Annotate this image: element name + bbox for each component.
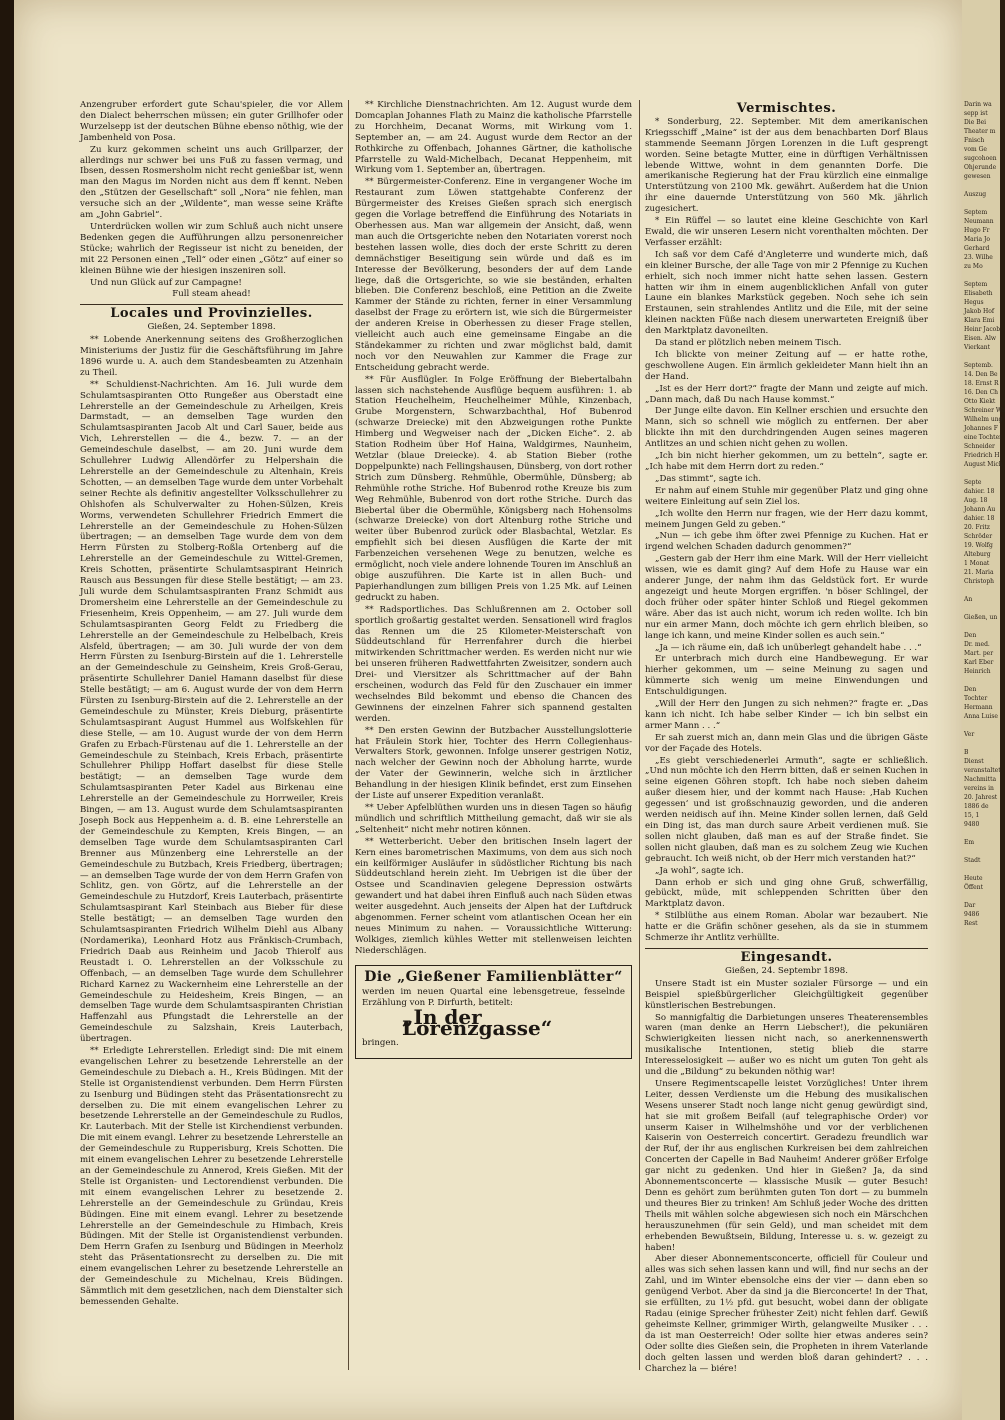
column-rule <box>639 100 640 1370</box>
story-paragraph: „Nun — ich gebe ihm öfter zwei Pfennige zu Kuchen. Hat er irgend welchen Schaden dadurch genommen?“ <box>645 531 928 553</box>
paragraph: Und nun Glück auf zur Campagne! <box>90 277 242 288</box>
edge-fragment: Schröder <box>964 533 993 540</box>
edge-fragment: zu Mo <box>964 263 983 270</box>
edge-fragment: Heinr Jacob <box>964 326 1001 333</box>
edge-fragment: dahier. 18 <box>964 515 995 522</box>
letter-paragraph: Unsere Regimentscapelle leistet Vorzügliches! Unter ihrem Leiter, dessen Verdienste um die Hebung des musikalischen Wesens unserer Stadt noch lange nicht genug gewürdigt sind, hat sie mit großem Beifall (auf telegraphische Order) vor unserm Kaiser in Wilhelmshöhe und vor der verblichenen Kaiserin von Oesterreich concertirt. Geradezu freundlich war der Ruf, der ihr aus englischen Kurkreisen bei dem zahlreichen Concerten der Capelle in Bad Nauheim! Anderer größer Erfolge gar nicht zu gedenken. Und hier in Gießen? Ja, da sind Abonnementsconcerte — klassische Musik — guter Besuch! Denn es gehört zum berühmten guten Ton dort — zu bummeln und theures Bier zu trinken! Am Schluß jeder Woche des dritten Theils mit wählen solche abgewiesen sich noch ein Märschchen herauszunehmen (für sein Geld), und man scheidet mit dem erhebenden Bewußtsein, Bildung, Interesse u. s. w. gezeigt zu haben! <box>645 1078 928 1253</box>
edge-fragment <box>962 721 1000 730</box>
edge-fragment <box>962 469 1000 478</box>
edge-fragment: Heute <box>964 875 983 882</box>
edge-fragment: Alteburg <box>964 551 991 558</box>
letter-paragraph: Aber dieser Abonnementsconcerte, officiell für Couleur und alles was sich sehen lassen kann und will, find nur sechs an der Zahl, und im Winter ebensolche eins der vier — dann eben so genügend Verbot. Aber da sind ja die Bierconcerte! In der That, sie erfüllten, zu 1½ pfd. gut besucht, wobei dann der obligate Radau (einige Sprecher frühester Zeit) nicht fehlen darf. Gewiß geheimste Kellner, grimmiger Wirth, gelangweilte Musiker . . . da ist man Oesterreich! Oder sollte hier etwas anderes sein? Oder sollte dies Gießen sein, die Propheten in ihrem Vaterlande doch gelten lassen und werden bloß daran gehindert? . . . Charchez la — biére! <box>645 1254 928 1374</box>
edge-fragment: eine Tochter <box>964 434 1002 441</box>
edge-fragment <box>962 739 1000 748</box>
edge-fragment: Christoph <box>964 578 995 585</box>
edge-fragment <box>962 271 1000 280</box>
advertisement-box <box>355 965 632 1059</box>
edge-fragment: Auszug <box>964 191 987 198</box>
ad-text: werden im neuen Quartal eine lebensgetreue, fesselnde Erzählung von P. Dirfurth, betitelt: <box>362 986 625 1008</box>
dateline: Gießen, 24. Septembr 1898. <box>724 965 849 976</box>
edge-fragment: 20. Fritz <box>964 524 990 531</box>
edge-fragment <box>962 622 1000 631</box>
edge-fragment: Neumann <box>964 218 994 225</box>
edge-fragment: 19. Wolfg <box>964 542 993 549</box>
edge-fragment: 20. Jahrest <box>964 794 998 801</box>
edge-fragment: Mart. per <box>964 650 994 657</box>
edge-fragment: Öffent <box>964 884 984 891</box>
edge-fragment: Dar <box>964 902 976 909</box>
edge-fragment: Dienst <box>964 758 984 765</box>
ad-title: Die „Gießener Familienblätter“ <box>364 968 623 985</box>
edge-fragment: 14. Den Be <box>964 371 998 378</box>
news-item: ** Erledigte Lehrerstellen. Erledigt sind: Die mit einem evangelischen Lehrer zu besetzende Lehrerstelle an der Gemeindeschule zu Diebach a. H., Kreis Büdingen. Mit der Stelle ist Organistendienst verbunden. Dem Herrn Fürsten zu Isenburg und Büdingen steht das Präsentationsrecht zu derselben zu. Die mit einem evangelischen Lehrer zu besetzende Lehrerstelle an der Gemeindeschule zu Rudlos, Kr. Lauterbach. Mit der Stelle ist Kirchendienst verbunden. Die mit einem evangl. Lehrer zu besetzende Lehrerstelle an der Gemeindeschule zu Rupperisburg, Kreis Schotten. Die mit einem evangelischen Lehrer zu besetzende Lehrerstelle an der Gemeindeschule zu Annerod, Kreis Gießen. Mit der Stelle ist Organisten- und Lectorendienst verbunden. Die mit einem evangelischen Lehrer zu besetzende 2. Lehrerstelle an der Gemeindeschule zu Gründau, Kreis Büdingen. Eine mit einem evangl. Lehrer zu besetzende Lehrerstelle an der Gemeindeschule zu Himbach, Kreis Büdingen. Mit der Stelle ist Organistendienst verbunden. Dem Herrn Grafen zu Isenburg und Büdingen in Meerholz steht das Präsentationsrecht zu derselben zu. Die mit einem evangelischen Lehrer zu besetzende Lehrerstelle an der Gemeindeschule zu Michelnau, Kreis Büdingen. Sämmtlich mit dem gesetzlichen, nach dem Dienstalter sich bemessenden Gehalte. <box>80 1046 343 1307</box>
edge-fragment: Heinrich <box>964 668 991 675</box>
news-item: * Stilblüthe aus einem Roman. Abolar war bezaubert. Nie hatte er die Gräfin schöner gesehen, als da sie in stummem Schmerze ihr Antlitz verhüllte. <box>645 911 928 944</box>
ad-story-title: „In der Lorenzgasse“ <box>402 1005 553 1041</box>
story-paragraph: „Ist es der Herr dort?“ fragte der Mann und zeigte auf mich. „Dann mach, daß Du nach Hause kommst.“ <box>645 383 928 405</box>
story-paragraph: Er unterbrach mich durch eine Handbewegung. Er war hierher gekommen, um — seine Meinung zu sagen und kümmerte sich wenig um meine Einwendungen und Entschuldigungen. <box>645 654 928 698</box>
edge-fragment: Schneider <box>964 443 995 450</box>
edge-fragment: Rest <box>964 920 978 927</box>
edge-fragment: Ver <box>964 731 975 738</box>
story-paragraph: „Ich wollte den Herrn nur fragen, wie der Herr dazu kommt, meinem Jungen Geld zu geben.“ <box>645 508 928 530</box>
edge-fragment: 21. Maria <box>964 569 994 576</box>
edge-fragment: Johann Au <box>964 506 996 513</box>
edge-fragment <box>962 865 1000 874</box>
news-item: * Ein Rüffel — so lautet eine kleine Geschichte von Karl Ewald, die wir unseren Lesern nicht vorenthalten möchten. Der Verfasser erzählt: <box>645 216 928 248</box>
column-3 <box>645 100 928 1375</box>
edge-fragment: Septem <box>964 209 988 216</box>
story-paragraph: Ich blickte von meiner Zeitung auf — er hatte rothe, geschwollene Augen. Ein ärmlich gekleideter Mann hielt ihn an der Hand. <box>645 349 928 382</box>
edge-fragment: Elisabeth <box>964 290 993 297</box>
story-paragraph: Ich saß vor dem Café d'Angleterre und wunderte mich, daß ein kleiner Bursche, der alle Tage von mir 2 Pfennige zu Kuchen erhielt, sich noch immer nicht hatte sehen lassen. Gestern hatten wir ihm in einem augenblicklichen Anfall von guter Laune ein blankes Markstück gegeben. Noch sehe ich sein Erstaunen, sein strahlendes Antlitz und die Eile, mit der seine kleinen nackten Füße nach diesem unerwarteten Ereigniß über den Marktplatz davoneilten. <box>645 249 928 337</box>
news-item: ** Für Ausflügler. In Folge Eröffnung der Biebertalbahn lassen sich nachstehende Ausflüge bequem ausführen: 1. ab Station Heuchelheim, Heuchelheimer Mühle, Kinzenbach, Grube Morgenstern, Schwarzbachthal, Hof Bubenrod (schwarze Dreiecke) mit den Abzweigungen rothe Punkte Himberg und Wegweiser nach der „Dicken Eiche“. 2. ab Station Rodheim über Hof Haina, Waldgirmes, Naunheim, Wetzlar (blaue Dreiecke). 4. ab Station Bieber (rothe Doppelpunkte) nach Fellingshausen, Dünsberg, von dort rother Strich zum Dünsberg. Rehmühle, Obermühle, Dünsberg; ab Rehmühle rothe Striche. Hof Bubenrod rothe Kreuze bis zum Weg Rehmühle, Bubenrod von dort rothe Striche. Durch das Biebertal über die Obermühle, Königsberg nach Hohensolms (schwarze Dreiecke) von dort Altenburg rothe Striche und weiter über Bubenrod zurück oder Blasbachtal, Wetzlar. Es empfiehlt sich bei diesen Ausflügen die Karte der mit Farbenzeichen versehenen Wege zu benutzen, welche es ermöglicht, noch viele andere lohnende Touren im Anschluß an obige auszuführen. Die Karte ist in allen Buch- und Papierhandlungen zum billigen Preis von 1.25 Mk. auf Leinen gedruckt zu haben. <box>355 374 632 603</box>
news-item: ** Radsportliches. Das Schlußrennen am 2. October soll sportlich großartig gestaltet werden. Sensationell wird fraglos das Rennen um die 25 Kilometer-Meisterschaft von Süddeutschland für Herrenfahrer durch die hierbei mitwirkenden Schrittmacher werden. Es werden nicht nur wie bei unseren früheren Radwettfahrten Zweisitzer, sondern auch Drei- und Viersitzer als Schrittmacher auf der Bahn erscheinen, wodurch das Feld für den Zuschauer ein immer wechselndes Bild bekommt und ebenso die Chancen des Gewinnens der einzelnen Fahrer sich spannend gestalten werden. <box>355 604 632 724</box>
ad-closing: bringen. <box>362 1038 399 1049</box>
edge-fragment: Em <box>964 839 975 846</box>
edge-fragment: Ohjerunde <box>964 164 997 171</box>
edge-fragment: Klara Emi <box>964 317 995 324</box>
edge-fragment: Gerhard <box>964 245 990 252</box>
edge-fragment: An <box>964 596 973 603</box>
news-item: ** Schuldienst-Nachrichten. Am 16. Juli wurde dem Schulamtsaspiranten Otto Rungeßer aus Oberstadt eine Lehrerstelle an der Gemeindeschule zu Arheilgen, Kreis Darmstadt, — an demselben Tage wurden den Schulamtsaspiranten Jacob Alt und Carl Sauer, beide aus Vich, Lehrerstellen — die 4., bezw. 7. — an der Gemeindeschule daselbst, — am 20. Juni wurde dem Schullehrer Ludwig Allendörfer zu Helpershain die Lehrerstelle an der Gemeindeschule zu Altenhain, Kreis Schotten, — an demselben Tage wurde dem unter Vorbehalt seiner Rechte als definitiv angestellter Volksschullehrer zu Ohlshofen als Schulverwalter zu Hohen-Sülzen, Kreis Worms, verwendeten Schullehrer Friedrich Emmert die Lehrerstelle an der Gemeindeschule zu Hohen-Sülzen übertragen; — an demselben Tage wurde dem von dem Herrn Fürsten zu Stolberg-Roßla Ortenberg auf die Lehrerstelle an der Gemeindeschule zu Wittel-Gremen, Kreis Schotten, präsentirte Schulamtsaspirant Heinrich Rausch aus Bessungen für diese Stelle bestätigt; — am 23. Juli wurde dem Schulamtsaspiranten Franz Schmidt aus Dromersheim eine Lehrerstelle an der Gemeindeschule zu Friesenheim, Kreis Oppenheim, — am 27. Juli wurde dem Schulamtsaspiranten Georg Feldt zu Friedberg die Lehrerstelle an der Gemeindeschule zu Helbelbach, Kreis Alsfeld, übertragen; — am 30. Juli wurde der von dem Herrn Fürsten zu Isenburg-Birstein auf die 1. Lehrerstelle an der Gemeindeschule zu Geinsheim, Kreis Groß-Gerau, präsentirte Schullehrer Daniel Hamann daselbst für diese Stelle bestätigt; — am 6. August wurde der von dem Herrn Fürsten zu Isenburg-Birstein auf die 2. Lehrerstelle an der Gemeindeschule zu Münster, Kreis Dieburg, präsentirte Schulamtsaspirant August Hummel aus Wolfskehlen für diese Stelle, — am 10. August wurde der von dem Herrn Grafen zu Erbach-Fürstenau auf die 1. Lehrerstelle an der Gemeindeschule zu Steinbach, Kreis Erbach, präsentirte Schullehrer Philipp Hoffart daselbst für diese Stelle bestätigt; — an demselben Tage wurde dem Schulamtsaspiranten Peter Kadel aus Birkenau eine Lehrerstelle an der Gemeindeschule zu Horrweiler, Kreis Bingen, — am 13. August wurde dem Schulamtsaspiranten Joseph Bock aus Heppenheim a. d. B. eine Lehrerstelle an der Gemeindeschule zu Kempten, Kreis Bingen, — an demselben Tage wurde dem Schulamtsaspiranten Carl Brenner aus Münzenberg eine Lehrerstelle an der Gemeindeschule zu Butzbach, Kreis Friedberg, übertragen; — an demselben Tage wurde der von dem Herrn Grafen von Schlitz, gen. von Görtz, auf die Lehrerstelle an der Gemeindeschule zu Hutzdorf, Kreis Lauterbach, präsentirte Schulamtsaspirant Karl Steinbach aus Bieber für diese Stelle bestätigt; — an demselben Tage wurden den Schulamtsaspiranten Friedrich Wilhelm Diehl aus Albany (Nordamerika), Leonhard Hotz aus Fränkisch-Crumbach, Friedrich Daab aus Reinheim und Jacob Thierolf aus Reustadt i. O. Lehrerstellen an der Volksschule zu Offenbach, — an demselben Tage wurde dem Schullehrer Richard Karnez zu Wackernheim eine Lehrerstelle an der Gemeindeschule zu Heidesheim, Kreis Bingen, — an demselben Tage wurde dem Schulamtsaspiranten Christian Haffenzahl aus Pfungstadt die Lehrerstelle an der Gemeindeschule zu Salzshain, Kreis Lauterbach, übertragen. <box>80 379 343 1045</box>
edge-fragment: dahier. 18 <box>964 488 995 495</box>
edge-fragment: Septem <box>964 281 988 288</box>
edge-fragment <box>962 586 1000 595</box>
letter-paragraph: Unsere Stadt ist ein Muster sozialer Fürsorge — und ein Beispiel spießbürgerlicher Gleichgültigkeit gegenüber künstlerischen Bestrebungen. <box>645 978 928 1011</box>
story-paragraph: „Es giebt verschiedenerlei Armuth“, sagte er schließlich. „Und nun möchte ich den Herrn bitten, daß er seinen Kuchen in seine eigenen Göhren stopft. Ich habe noch sieben daheim außer diesem hier, und der kommt nach Hause: ‚Hab Kuchen gegessen‘ und ist großschnauzig geworden, und die anderen werden neidisch auf ihn. Meine Kinder sollen lernen, daß Geld ein Ding ist, das man durch saure Arbeit verdienen muß. Sie sollen nicht glauben, daß man es auf der Straße findet. Sie sollen nicht glauben, daß man es zu solchem Zeug wie Kuchen gebraucht. Ich weiß nicht, ob der Herr mich verstanden hat?“ <box>645 755 928 864</box>
edge-fragment: Jakob Hof <box>964 308 995 315</box>
edge-fragment: Hugo Fr <box>964 227 990 234</box>
edge-fragment: Den <box>964 632 977 639</box>
section-title: Vermischtes. <box>736 101 837 116</box>
edge-fragment: 9480 <box>964 821 980 828</box>
edge-fragment <box>962 352 1000 361</box>
story-paragraph: Der Junge eilte davon. Ein Kellner erschien und ersuchte den Mann, sich so schnell wie möglich zu entfernen. Der aber blickte ihn mit den durchdringenden Augen seines mageren Antlitzes an und schien nicht gehen zu wollen. <box>645 406 928 450</box>
edge-fragment: Fnisch <box>964 137 985 144</box>
story-paragraph: „Ich bin nicht hierher gekommen, um zu betteln“, sagte er. „Ich habe mit dem Herrn dort zu reden.“ <box>645 451 928 472</box>
paragraph: Unterdrücken wollen wir zum Schluß auch nicht unsere Bedenken gegen die Aufführungen allzu personenreicher Stücke; wahrlich der Regisseur ist nicht zu beneiden, der mit 22 Personen einen „Tell“ oder einen „Götz“ auf einer so kleinen Bühne wie der hiesigen inszeniren soll. <box>80 221 343 276</box>
edge-fragment: 16. Den Ch <box>964 389 999 396</box>
edge-fragment <box>962 847 1000 856</box>
edge-fragment: Gießen, un <box>964 614 998 621</box>
edge-fragment: Den <box>964 686 977 693</box>
edge-fragment: Dr. med. <box>964 641 990 648</box>
edge-fragment: Hegus <box>964 299 984 306</box>
paragraph: Anzengruber erfordert gute Schau'spieler, die vor Allem den Dialect beherrschen müssen; ein guter Grillhofer oder Wurzelsepp ist der deutschen Bühne ebenso nöthig, wie der Jambenheld von Posa. <box>80 100 343 143</box>
edge-fragment: 1 Monat <box>964 560 990 567</box>
edge-fragment: 15, 1 <box>964 812 980 819</box>
edge-fragment: Karl Eber <box>964 659 994 666</box>
edge-fragment: Darin wa <box>964 101 992 108</box>
dateline: Gießen, 24. September 1898. <box>147 322 276 333</box>
edge-fragment: Die Bei <box>964 119 987 126</box>
story-paragraph: „Ja — ich räume ein, daß ich unüberlegt gehandelt habe . . .“ <box>655 642 922 653</box>
news-item: ** Lobende Anerkennung seitens des Großherzoglichen Ministeriums der Justiz für die Geschäftsführung im Jahre 1896 wurde u. A. auch dem Standesbeamten zu Atzenhain zu Theil. <box>80 335 343 378</box>
story-paragraph: „Das stimmt“, sagte ich. <box>655 473 761 484</box>
edge-fragment: Maria Jo <box>964 236 991 243</box>
letter-paragraph: So mannigfaltig die Darbietungen unseres Theaterensembles waren (man denke an Herrn Liebscher!), die pekuniären Schwierigkeiten liessen nicht nach, so anerkennenswerth musikalische Intentionen, stetig blieb die starre Interesselosigkeit — außer wo es nicht um guten Ton geht als und die „Bildung“ zu bekunden nöthig war! <box>645 1012 928 1078</box>
paragraph: Zu kurz gekommen scheint uns auch Grillparzer, der allerdings nur schwer bei uns Fuß zu fassen vermag, und Ibsen, dessen Rosmersholm nicht recht genießbar ist, wenn man den Magus im Norden nicht aus dem ff kennt. Neben den „Stützen der Gesellschaft“ soll „Nora“ nie fehlen, man versuche sich an der „Wildente“, man wesse seine Kräfte am „John Gabriel“. <box>80 144 343 221</box>
edge-fragment: 1886 de <box>964 803 989 810</box>
story-paragraph: „Gestern gab der Herr ihm eine Mark. Will der Herr vielleicht wissen, wie es damit ging? Auf dem Hofe zu Hause war ein anderer Junge, der nahm ihm das Geldstück fort. Er wurde angezeigt und heute Morgen ergriffen. 'n böser Schlingel, der doch früher oder später hinter Schloß und Riegel gekommen wäre. Aber das ist auch nicht, worum ich reden wollte. Ich bin nur ein armer Mann, doch möchte ich gern ehrlich bleiben, so lange ich kann, und meine Kinder sollen es auch sein.“ <box>645 554 928 641</box>
column-rule <box>348 100 349 1370</box>
edge-fragment: Schreiner Wa <box>964 407 1005 414</box>
edge-fragment: Otto Kiekt <box>964 398 996 405</box>
edge-fragment: sepp ist <box>964 110 988 117</box>
edge-fragment: 23. Wilhe <box>964 254 993 261</box>
edge-fragment: Wilhelm ung <box>964 416 1003 423</box>
edge-fragment: August Mich <box>964 461 1003 468</box>
news-item: ** Ueber Apfelblüthen wurden uns in diesen Tagen so häufig mündlich und schriftlich Mittheilung gemacht, daß wir sie als „Seltenheit“ nicht mehr notiren können. <box>355 803 632 835</box>
edge-fragment <box>962 199 1000 208</box>
adjacent-page-edge <box>962 0 1005 1420</box>
edge-fragment: Aug. 18 <box>964 497 988 504</box>
story-paragraph: „Ja wohl“, sagte ich. <box>655 865 744 876</box>
edge-fragment: sugcohoen <box>964 155 997 162</box>
edge-fragment: veranstaltet <box>964 767 1001 774</box>
edge-fragment: Nachmitta <box>964 776 997 783</box>
story-paragraph: „Will der Herr den Jungen zu sich nehmen?“ fragte er. „Das kann ich nicht. Ich habe selber Kinder — ich bin selbst ein armer Mann . . .“ <box>645 699 928 731</box>
story-paragraph: Er sah zuerst mich an, dann mein Glas und die übrigen Gäste vor der Façade des Hotels. <box>645 732 928 754</box>
edge-fragment: Vierkant <box>964 344 991 351</box>
edge-fragment: Tochter <box>964 695 988 702</box>
story-paragraph: Da stand er plötzlich neben meinem Tisch. <box>655 338 842 349</box>
edge-fragment: Septemb. <box>964 362 993 369</box>
news-item: ** Kirchliche Dienstnachrichten. Am 12. August wurde dem Domcaplan Johannes Flath zu Mainz die katholische Pfarrstelle zu Horchheim, Decanat Worms, mit Wirkung vom 1. September an, — am 24. August wurde dem Rector an der Rothkirche zu Offenbach, Johannes Gärtner, die katholische Pfarrstelle zu Wald-Michelbach, Decanat Heppenheim, mit Wirkung vom 1. September an, übertragen. <box>355 100 632 176</box>
news-item: * Sonderburg, 22. September. Mit dem amerikanischen Kriegsschiff „Maine“ ist der aus dem benachbarten Dorf Blaus stammende Seemann Jörgen Lorenzen in die Luft gesprengt worden. Seine betagte Mutter, eine in dürftigen Verhältnissen lebende Wittwe, wohnt in dem genannten Dorfe. Die amerikanische Regierung hat der Frau kürzlich eine einmalige Unterstützung von 2100 Mk. gewährt. Außerdem hat die Union ihr eine dauernde Unterstützung von 560 Mk. jährlich zugesichert. <box>645 116 928 215</box>
section-title: Eingesandt. <box>740 949 833 965</box>
column-2 <box>355 100 632 1059</box>
edge-fragment <box>962 181 1000 190</box>
edge-fragment: Stadt <box>964 857 981 864</box>
edge-fragment: Eisen. Alw <box>964 335 996 342</box>
edge-fragment <box>962 676 1000 685</box>
edge-fragment: gewesen <box>964 173 991 180</box>
edge-fragment <box>962 829 1000 838</box>
paragraph: Full steam ahead! <box>172 289 251 300</box>
column-1 <box>80 100 343 1309</box>
news-item: ** Den ersten Gewinn der Butzbacher Ausstellungslotterie hat Fräulein Stork hier, Tochter des Herrn Collegienhaus-Verwalters Stork, gewonnen. Infolge unserer gestrigen Notiz, nach welcher der Gewinn noch der Abholung harrte, wurde der Vater der Gewinnerin, welche sich in ärztlicher Behandlung in der hiesigen Klinik befindet, erst zum Einsehen der Liste auf unserer Expedition veranlaßt. <box>355 725 632 802</box>
edge-fragment: 18. Ernst R <box>964 380 999 387</box>
scan-dark-margin <box>0 0 14 1420</box>
edge-fragment: Septe <box>964 479 982 486</box>
edge-fragment: Theater m <box>964 128 996 135</box>
edge-fragment: Johannes F <box>964 425 998 432</box>
story-paragraph: Er nahm auf einem Stuhle mir gegenüber Platz und ging ohne weitere Einleitung auf sein Ziel los. <box>645 485 928 507</box>
edge-fragment <box>962 604 1000 613</box>
edge-fragment <box>962 892 1000 901</box>
divider <box>645 948 928 949</box>
news-item: ** Bürgermeister-Conferenz. Eine in vergangener Woche im Restaurant zum Löwen stattgehabte Conferenz der Bürgermeister des Kreises Gießen sprach sich energisch gegen die Vorlage betreffend die Einführung des Notariats in Oberhessen aus. Man war allgemein der Ansicht, daß, wenn man auch die Ortsgerichte neben den Notariaten vorerst noch bestehen lassen wolle, dies doch der erste Schritt zu deren demnächstiger Beseitigung sein würde und daß es im Interesse der Bevölkerung, besonders der auf dem Lande liege, daß die Ortsgerichte, so wie sie beständen, erhalten blieben. Die Conferenz beschloß, eine Petition an die Zweite Kammer der Stände zu richten, ferner in einer Versammlung daselbst der Frage zu erörtern ist, wie sich die Bürgermeister der anderen Kreise in Oberhessen zu dieser Frage stellen, vielleicht auch auch eine gemeinsame Eingabe an die Ständekammer zu richten und zwar möglichst bald, damit noch vor den Neuwahlen zur Kammer die Frage zur Entscheidung gebracht werde. <box>355 177 632 373</box>
divider <box>80 304 343 305</box>
edge-fragment: vereins in <box>964 785 994 792</box>
adjacent-page-fragments <box>962 0 1005 928</box>
news-item: ** Wetterbericht. Ueber den britischen Inseln lagert der Kern eines barometrischen Maximums, von dem aus sich noch ein keilförmiger Ausläufer in südöstlicher Richtung bis nach Süddeutschland herein zieht. Im Uebrigen ist die über der Ostsee und Scandinavien gelegene Depression ostwärts gewandert und hat dabei ihren Einfluß auch nach Süden etwas weiter ausgedehnt. Auch jenseits der Alpen hat der Luftdruck abgenommen. Ferner scheint vom atlantischen Ocean her ein neues Minimum zu nahen. — Voraussichtliche Witterung: Wolkiges, ziemlich kühles Wetter mit stellenweisen leichten Niederschlägen. <box>355 836 632 956</box>
edge-fragment: Anna Luise <box>964 713 998 720</box>
story-paragraph: Dann erhob er sich und ging ohne Gruß, schwerfällig, gebückt, müde, mit schleppenden Schritten über den Marktplatz davon. <box>645 877 928 910</box>
edge-fragment: 9486 <box>964 911 980 918</box>
edge-fragment: Friedrich H <box>964 452 1000 459</box>
edge-fragment: B <box>964 749 969 756</box>
section-title: Locales und Provinzielles. <box>110 306 313 322</box>
edge-fragment: Hermann <box>964 704 993 711</box>
edge-fragment: vom Ge <box>964 146 987 153</box>
